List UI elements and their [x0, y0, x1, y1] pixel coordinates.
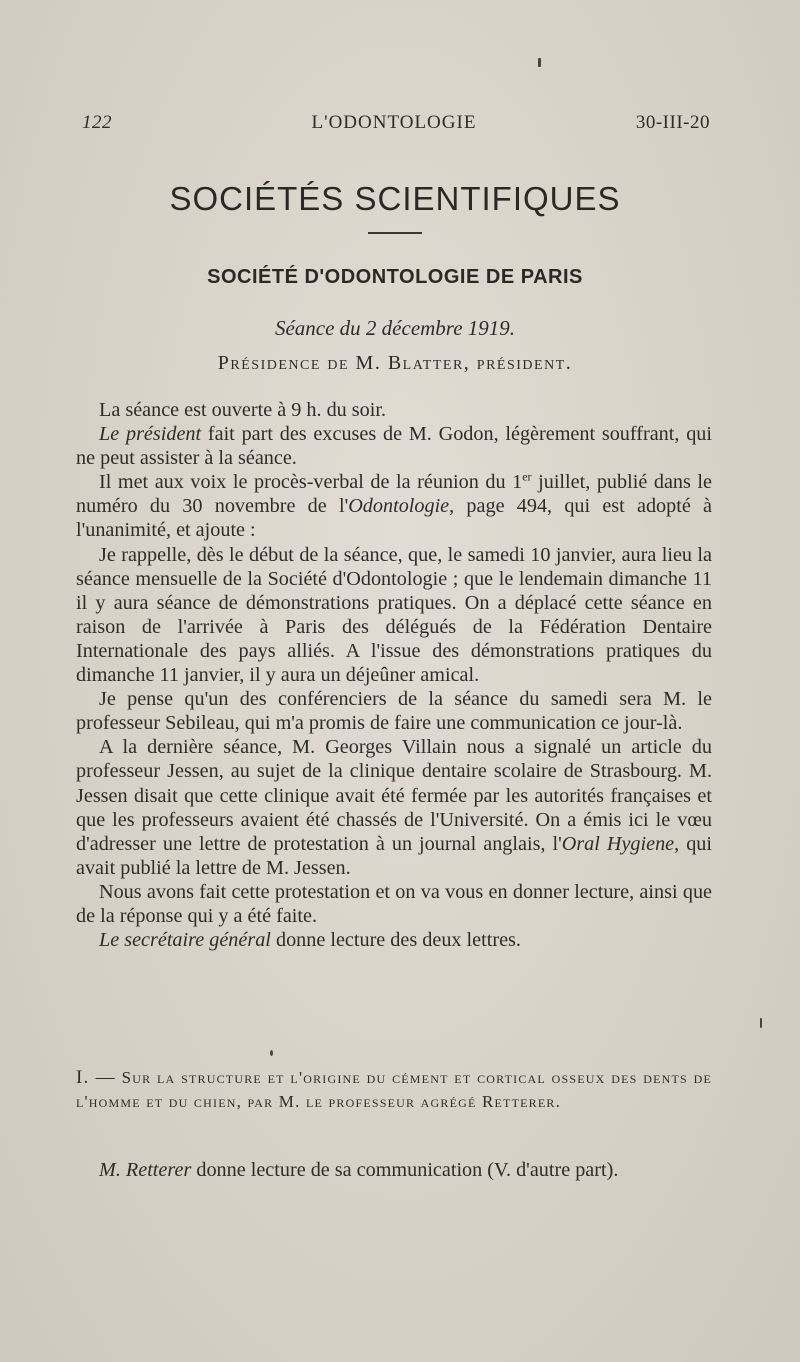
- paragraph-proces-verbal: Il met aux voix le procès-verbal de la réunion du 1er juillet, publié dans le numéro du 30 novembre de l'Odontologie, page 494, qui est adopté à l'unanimité, et ajoute :: [76, 469, 713, 542]
- paragraph-reading: Nous avons fait cette protestation et on va vous en donner lecture, ainsi que de la réponse qui y a été faite.: [76, 880, 712, 927]
- speaker-label: Le président: [99, 423, 202, 446]
- presidence-line: Présidence de M. Blatter, président.: [217, 352, 573, 374]
- paper-speck: [760, 1018, 762, 1028]
- running-head: [78, 112, 710, 136]
- paper-speck: [538, 58, 541, 67]
- issue-date: 30-III-20: [635, 112, 710, 133]
- journal-reference: Oral Hygiene: [561, 832, 675, 855]
- session-date: Séance du 2 décembre 1919.: [274, 316, 516, 340]
- paragraph-protest: A la dernière séance, M. Georges Villain nous a signalé un article du professeur Jessen, au sujet de la clinique dentaire scolaire de Strasbourg. M. Jessen disait que cette clinique avait été fermée par les autorités françaises et que les professeurs avaient été chassés de l'Université. On a émis ici le vœu d'adresser une lettre de protestation à un journal anglais, l'Oral Hygiene, qui avait publié la lettre de M. Jessen.: [76, 736, 712, 879]
- journal-reference: Odontologie: [348, 495, 450, 518]
- item-heading: [76, 1066, 712, 1113]
- item-title: Sur la structure et l'origine du cément et cortical osseux des dents de l'homme et du chien, par M. le professeur agrégé Retterer.: [76, 1068, 712, 1111]
- society-title: SOCIÉTÉ D'ODONTOLOGIE DE PARIS: [207, 266, 583, 288]
- paragraph-opening: La séance est ouverte à 9 h. du soir.: [99, 399, 387, 421]
- speaker-label: M. Retterer: [99, 1159, 192, 1181]
- paragraph-speaker: Je pense qu'un des conférenciers de la séance du samedi sera M. le professeur Sebileau, qui m'a promis de faire une communication ce jour-là.: [76, 688, 712, 735]
- closing-paragraph: M. Retterer donne lecture de sa communication (V. d'autre part).: [99, 1159, 619, 1181]
- minutes-body: [76, 398, 712, 952]
- page-number: 122: [82, 112, 112, 133]
- section-title: SOCIÉTÉS SCIENTIFIQUES: [169, 180, 621, 217]
- paper-speck: [270, 1050, 273, 1056]
- title-rule: [368, 232, 422, 234]
- journal-title: L'ODONTOLOGIE: [311, 112, 477, 133]
- item-number: I. —: [76, 1067, 116, 1088]
- paragraph-president-excuses: Le président fait part des excuses de M. Godon, légèrement souffrant, qui ne peut assister à la séance.: [76, 423, 712, 470]
- paragraph-announcement: Je rappelle, dès le début de la séance, que, le samedi 10 janvier, aura lieu la séance mensuelle de la Société d'Odontologie ; que le lendemain dimanche 11 il y aura séance de démonstrations pratiques. On a déplacé cette séance en raison de l'arrivée à Paris des délégués de la Fédération Dentaire Internationale des pays alliés. A l'issue des démonstrations pratiques du dimanche 11 janvier, il y aura un déjeûner amical.: [76, 543, 712, 687]
- speaker-label: Le secrétaire général: [99, 929, 271, 952]
- paragraph-secretary: Le secrétaire général donne lecture des deux lettres.: [99, 929, 521, 952]
